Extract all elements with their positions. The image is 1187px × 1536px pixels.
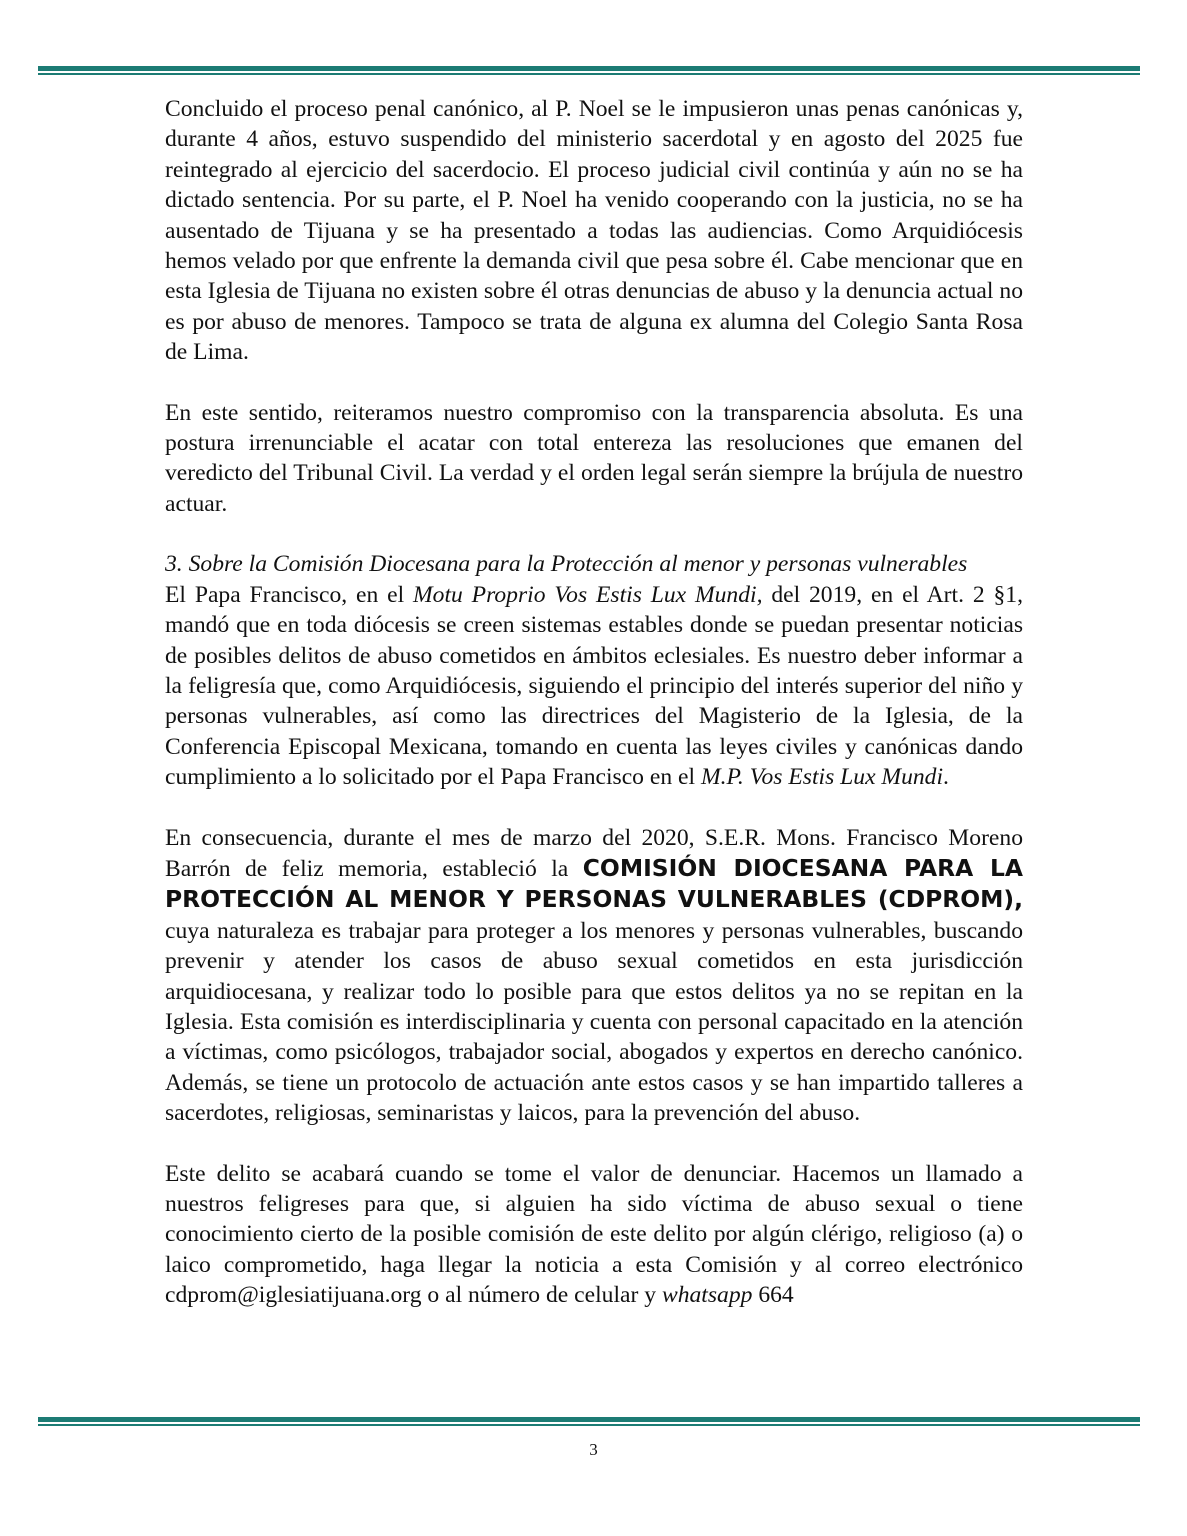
paragraph-llamado-denuncia <box>165 1159 1023 1311</box>
italic-title-motu-proprio: Motu Proprio Vos Estis Lux Mundi, <box>413 581 763 608</box>
text-run: del 2019, en el Art. 2 §1, mandó que en toda diócesis se creen sistemas estables donde se puedan presentar noticias de posibles delitos de abuso cometidos en ámbitos eclesiales. Es nuestro deber informar a la feligresía que, como Arquidiócesis, siguiendo el principio del interés superior del niño y personas vulnerables, así como las directrices del Magisterio de la Iglesia, de la Conferencia Episcopal Mexicana, tomando en cuenta las leyes civiles y canónicas dando cumplimiento a lo solicitado por el Papa Francisco en el <box>165 581 1023 791</box>
page-number: 3 <box>589 1440 598 1459</box>
text-run: . <box>943 764 949 791</box>
paragraph-compromiso-transparencia: En este sentido, reiteramos nuestro compromiso con la transparencia absoluta. Es una postura irrenunciable el acatar con total entereza las resoluciones que emanen del veredicto del Tribunal Civil. La verdad y el orden legal serán siempre la brújula de nuestro actuar. <box>165 399 1023 517</box>
top-divider <box>38 66 1140 75</box>
paragraph-vos-estis <box>165 580 1023 793</box>
text-run: El Papa Francisco, en el <box>165 581 414 608</box>
italic-whatsapp: whatsapp <box>661 1282 753 1309</box>
bottom-divider-thick-line <box>38 1417 1140 1422</box>
top-divider-thin-line <box>38 73 1140 75</box>
paragraph-cdprom <box>165 823 1023 1129</box>
text-run: cuya naturaleza es trabajar para proteger a los menores y personas vulnerables, buscando prevenir y atender los casos de abuso sexual cometidos en esta jurisdicción arquidiocesana, y realizar todo lo posible para que estos delitos ya no se repitan en la Iglesia. Esta comisión es interdisciplinaria y cuenta con personal capacitado en la atención a víctimas, como psicólogos, trabajador social, abogados y expertos en derecho canónico. Además, se tiene un protocolo de actuación ante estos casos y se han impartido talleres a sacerdotes, religiosas, seminaristas y laicos, para la prevención del abuso. <box>165 917 1023 1127</box>
page-body <box>165 94 1023 1311</box>
bottom-divider <box>38 1417 1140 1426</box>
paragraph-proceso-penal: Concluido el proceso penal canónico, al P. Noel se le impusieron unas penas canónicas y, durante 4 años, estuvo suspendido del ministerio sacerdotal y en agosto del 2025 fue reintegrado al ejercicio del sacerdocio. El proceso judicial civil continúa y aún no se ha dictado sentencia. Por su parte, el P. Noel ha venido cooperando con la justicia, no se ha ausentado de Tijuana y se ha presentado a todas las audiencias. Como Arquidiócesis hemos velado por que enfrente la demanda civil que pesa sobre él. Cabe mencionar que en esta Iglesia de Tijuana no existen sobre él otras denuncias de abuso y la denuncia actual no es por abuso de menores. Tampoco se trata de alguna ex alumna del Colegio Santa Rosa de Lima. <box>165 96 1023 366</box>
text-run: 664 <box>752 1282 794 1309</box>
bottom-divider-thin-line <box>38 1424 1140 1426</box>
text-run: En consecuencia, durante el mes de marzo del 2020, S.E.R. Mons. Francisco Moreno Barrón de feliz memoria, estableció la <box>165 824 1023 882</box>
italic-title-mp: M.P. Vos Estis Lux Mundi <box>700 764 944 791</box>
bold-commission-name: COMISIÓN DIOCESANA PARA LA PROTECCIÓN AL MENOR Y PERSONAS VULNERABLES (CDPROM), <box>165 853 1024 914</box>
top-divider-thick-line <box>38 66 1140 71</box>
section-3-heading: 3. Sobre la Comisión Diocesana para la Protección al menor y personas vulnerables <box>165 551 968 578</box>
text-run: Este delito se acabará cuando se tome el valor de denunciar. Hacemos un llamado a nuestros feligreses para que, si alguien ha sido víctima de abuso sexual o tiene conocimiento cierto de la posible comisión de este delito por algún clérigo, religioso (a) o laico comprometido, haga llegar la noticia a esta Comisión y al correo electrónico cdprom@iglesiatijuana.org o al número de celular y <box>165 1160 1023 1309</box>
